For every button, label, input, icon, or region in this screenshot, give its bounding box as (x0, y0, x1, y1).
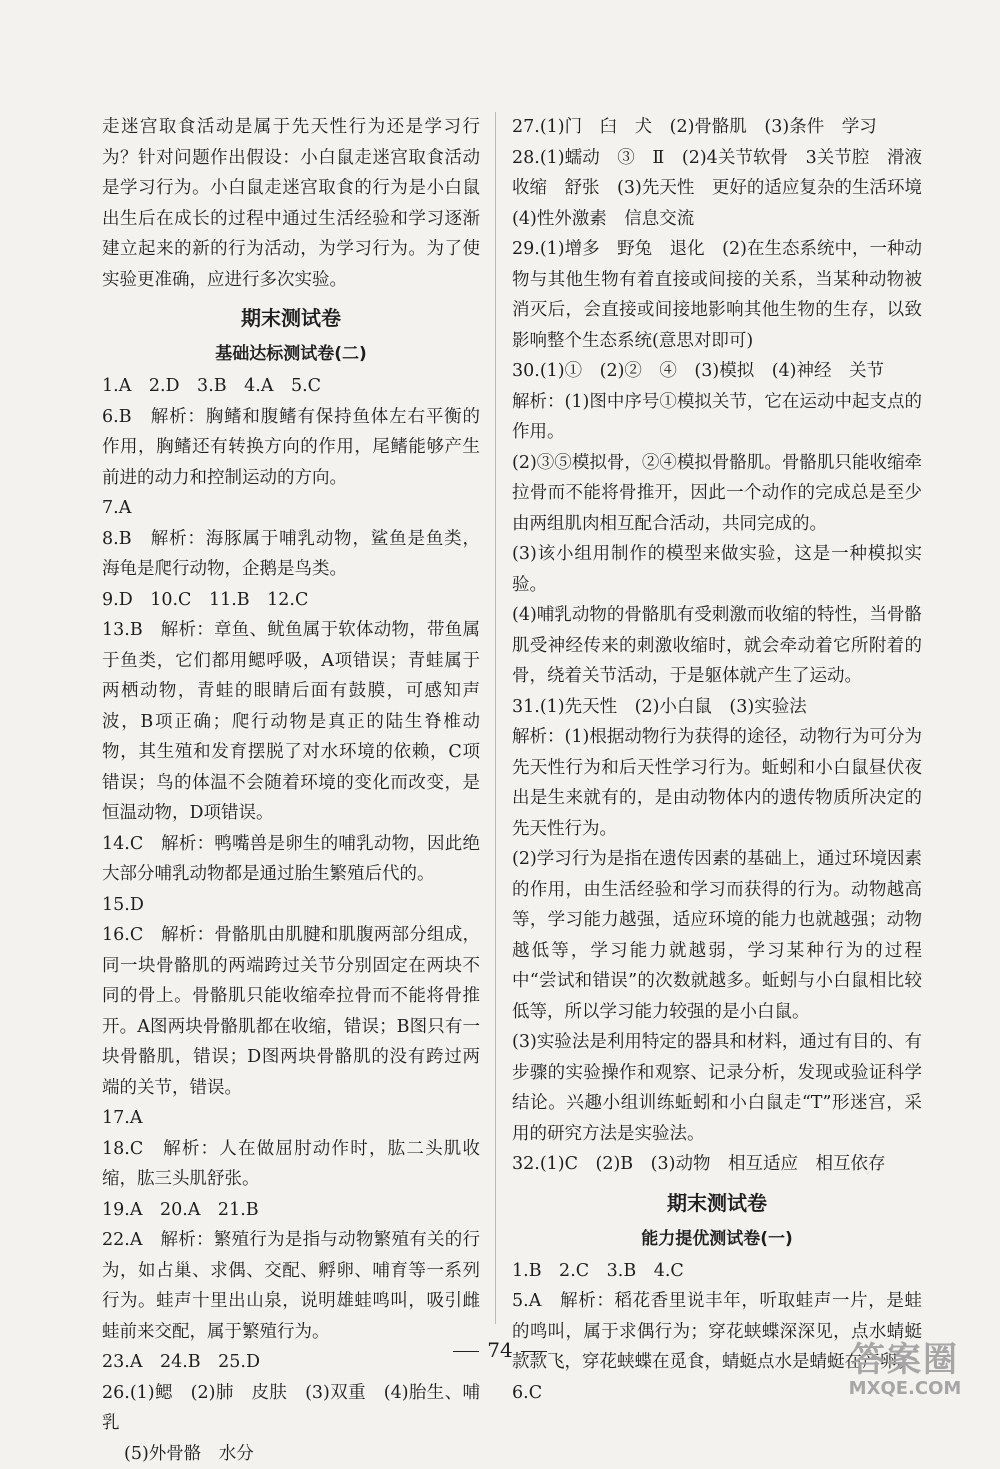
answer-item: 15.D (102, 890, 480, 921)
answer-item: 解析：(1)图中序号①模拟关节，它在运动中起支点的作用。 (512, 387, 922, 448)
answer-item: (3)实验法是利用特定的器具和材料，通过有目的、有步骤的实验操作和观察、记录分析，发现或验证科学结论。兴趣小组训练蚯蚓和小白鼠走“T”形迷宫，采用的研究方法是实验法。 (512, 1027, 922, 1149)
answer-item: 19.A 20.A 21.B (102, 1195, 480, 1226)
answer-item: (2)③⑤模拟骨，②④模拟骨骼肌。骨骼肌只能收缩牵拉骨而不能将骨推开，因此一个动作的完成总是至少由两组肌肉相互配合活动，共同完成的。 (512, 448, 922, 540)
answer-item: 18.C 解析：人在做屈肘动作时，肱二头肌收缩，肱三头肌舒张。 (102, 1134, 480, 1195)
watermark (820, 1342, 990, 1404)
answer-item: 8.B 解析：海豚属于哺乳动物，鲨鱼是鱼类，海龟是爬行动物，企鹅是鸟类。 (102, 524, 480, 585)
answer-item: 17.A (102, 1103, 480, 1134)
answer-item: 16.C 解析：骨骼肌由肌腱和肌腹两部分组成，同一块骨骼肌的两端跨过关节分别固定在两块不同的骨上。骨骼肌只能收缩牵拉骨而不能将骨推开。A图两块骨骼肌都在收缩，错误；B图只有一块骨骼肌，错误；D图两块骨骼肌的没有跨过两端的关节，错误。 (102, 920, 480, 1103)
answer-item: 13.B 解析：章鱼、鱿鱼属于软体动物，带鱼属于鱼类，它们都用鳃呼吸，A项错误；青蛙属于两栖动物，青蛙的眼睛后面有鼓膜，可感知声波，B项正确；爬行动物是真正的陆生脊椎动物，其生殖和发育摆脱了对水环境的依赖，C项错误；鸟的体温不会随着环境的变化而改变，是恒温动物，D项错误。 (102, 615, 480, 829)
answer-item: (5)外骨骼 水分 (102, 1439, 480, 1469)
footer-dash-left (453, 1351, 479, 1352)
watermark-url: MXQE.COM (820, 1378, 990, 1400)
section-heading: 期末测试卷 (512, 1184, 922, 1222)
answer-item: 22.A 解析：繁殖行为是指与动物繁殖有关的行为，如占巢、求偶、交配、孵卵、哺育等一系列行为。蛙声十里出山泉，说明雄蛙鸣叫，吸引雌蛙前来交配，属于繁殖行为。 (102, 1225, 480, 1347)
answer-item: 26.(1)鳃 (2)肺 皮肤 (3)双重 (4)胎生、哺乳 (102, 1378, 480, 1439)
page-number: 74 (487, 1338, 512, 1362)
column-divider (495, 112, 496, 1324)
watermark-logo: 答案圈 (820, 1342, 990, 1378)
answer-item: 31.(1)先天性 (2)小白鼠 (3)实验法 (512, 692, 922, 723)
answer-item: 28.(1)蠕动 ③ Ⅱ (2)4关节软骨 3关节腔 滑液 收缩 舒张 (3)先天性 更好的适应复杂的生活环境 (4)性外激素 信息交流 (512, 143, 922, 235)
answer-item: 1.A 2.D 3.B 4.A 5.C (102, 371, 480, 402)
answer-item: 30.(1)① (2)② ④ (3)模拟 (4)神经 关节 (512, 356, 922, 387)
footer-dash-right (521, 1351, 547, 1352)
answer-item: 14.C 解析：鸭嘴兽是卵生的哺乳动物，因此绝大部分哺乳动物都是通过胎生繁殖后代的。 (102, 829, 480, 890)
answer-item: 5.A 解析：稻花香里说丰年，听取蛙声一片，是蛙的鸣叫，属于求偶行为；穿花蛱蝶深深见，点水蜻蜓款款飞，穿花蛱蝶在觅食，蜻蜓点水是蜻蜓在产卵。 (512, 1286, 922, 1378)
answer-item: 1.B 2.C 3.B 4.C (512, 1256, 922, 1287)
right-column (512, 112, 922, 1408)
answer-item: 27.(1)门 臼 犬 (2)骨骼肌 (3)条件 学习 (512, 112, 922, 143)
answer-item: 解析：(1)根据动物行为获得的途径，动物行为可分为先天性行为和后天性学习行为。蚯蚓和小白鼠昼伏夜出是生来就有的，是由动物体内的遗传物质所决定的先天性行为。 (512, 722, 922, 844)
answer-item: 29.(1)增多 野兔 退化 (2)在生态系统中，一种动物与其他生物有着直接或间接的关系，当某种动物被消灭后，会直接或间接地影响其他生物的生存，以致影响整个生态系统(意思对即可) (512, 234, 922, 356)
answer-item: 9.D 10.C 11.B 12.C (102, 585, 480, 616)
section-heading: 期末测试卷 (102, 299, 480, 337)
answer-item: 32.(1)C (2)B (3)动物 相互适应 相互依存 (512, 1149, 922, 1180)
answer-item: 7.A (102, 493, 480, 524)
answer-item: (2)学习行为是指在遗传因素的基础上，通过环境因素的作用，由生活经验和学习而获得的行为。动物越高等，学习能力越强，适应环境的能力也就越强；动物越低等，学习能力就越弱，学习某种行为的过程中“尝试和错误”的次数就越多。蚯蚓与小白鼠相比较低等，所以学习能力较强的是小白鼠。 (512, 844, 922, 1027)
answer-item: (3)该小组用制作的模型来做实验，这是一种模拟实验。 (512, 539, 922, 600)
section-heading: 能力提优测试卷(一) (512, 1222, 922, 1256)
answer-item: 走迷宫取食活动是属于先天性行为还是学习行为？针对问题作出假设：小白鼠走迷宫取食活动是学习行为。小白鼠走迷宫取食的行为是小白鼠出生后在成长的过程中通过生活经验和学习逐渐建立起来的新的行为活动，为学习行为。为了使实验更准确，应进行多次实验。 (102, 112, 480, 295)
left-column (102, 112, 480, 1469)
section-heading: 基础达标测试卷(二) (102, 337, 480, 371)
answer-item: 6.C (512, 1378, 922, 1409)
answer-item: (4)哺乳动物的骨骼肌有受刺激而收缩的特性，当骨骼肌受神经传来的刺激收缩时，就会牵动着它所附着的骨，绕着关节活动，于是躯体就产生了运动。 (512, 600, 922, 692)
answer-item: 23.A 24.B 25.D (102, 1347, 480, 1378)
answer-item: 6.B 解析：胸鳍和腹鳍有保持鱼体左右平衡的作用，胸鳍还有转换方向的作用，尾鳍能够产生前进的动力和控制运动的方向。 (102, 402, 480, 494)
